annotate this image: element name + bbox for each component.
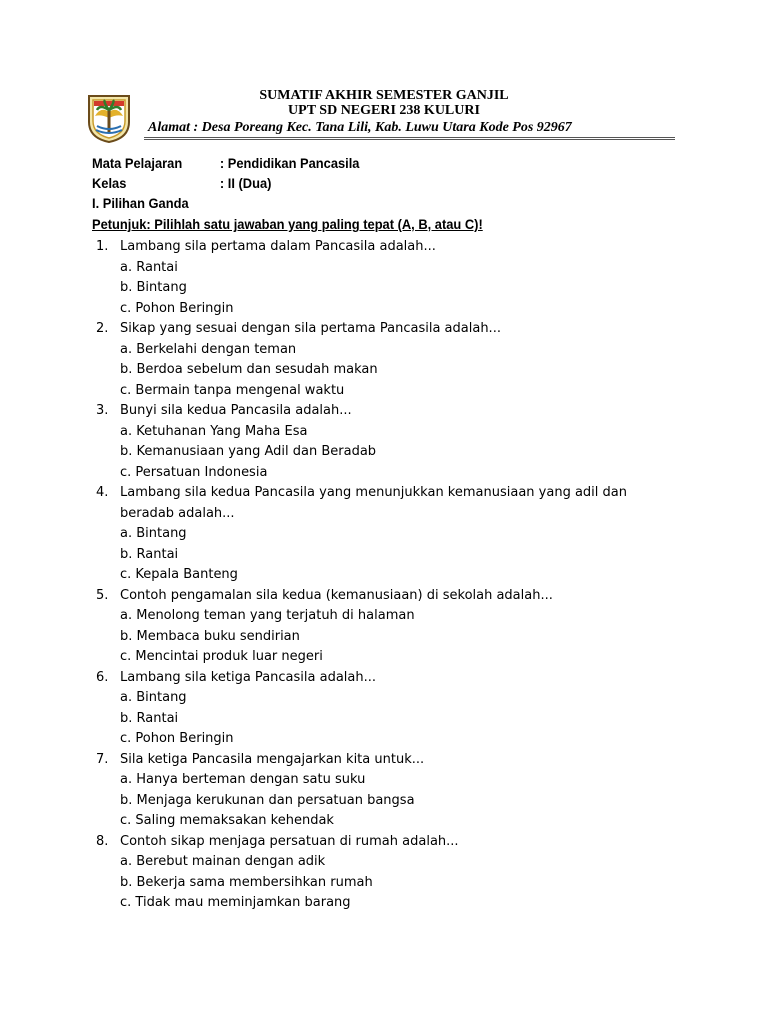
question-item: [96, 750, 696, 771]
answer-option: a. Berebut mainan dengan adik: [120, 854, 326, 869]
answer-option: a. Bintang: [120, 526, 187, 541]
question-number: 4.: [96, 485, 109, 500]
answer-option: c. Pohon Beringin: [120, 731, 234, 746]
document-header: [0, 0, 768, 145]
question-list: [96, 237, 696, 914]
question-item: [96, 832, 696, 853]
question-item: [96, 668, 696, 689]
question-number: 8.: [96, 833, 109, 849]
answer-option: a. Hanya berteman dengan satu suku: [120, 772, 366, 787]
answer-option: b. Kemanusiaan yang Adil dan Beradab: [120, 444, 377, 459]
answer-option: c. Bermain tanpa mengenal waktu: [120, 382, 345, 398]
question-text: Lambang sila ketiga Pancasila adalah...: [120, 669, 377, 685]
question-number: 7.: [96, 751, 109, 767]
answer-option: a. Bintang: [120, 690, 187, 705]
answer-option: c. Mencintai produk luar negeri: [120, 649, 323, 664]
answer-option: c. Pohon Beringin: [120, 300, 234, 316]
answer-option: b. Membaca buku sendirian: [120, 628, 300, 644]
section-heading: I. Pilihan Ganda: [92, 195, 189, 211]
school-address: Alamat : Desa Poreang Kec. Tana Lili, Kab. Luwu Utara Kode Pos 92967: [148, 120, 572, 135]
answer-option: b. Rantai: [120, 710, 179, 726]
question-text: Sila ketiga Pancasila mengajarkan kita untuk...: [120, 751, 425, 767]
question-number: 1.: [96, 239, 109, 254]
question-item: [96, 586, 696, 607]
answer-option: a. Berkelahi dengan teman: [120, 341, 297, 357]
header-divider: [144, 137, 675, 140]
answer-option: c. Tidak mau meminjamkan barang: [120, 895, 351, 910]
question-text: Sikap yang sesuai dengan sila pertama Pancasila adalah...: [120, 321, 501, 336]
answer-option: a. Rantai: [120, 259, 178, 275]
question-text: Lambang sila kedua Pancasila yang menunjukkan kemanusiaan yang adil dan beradab adalah...: [120, 485, 627, 521]
question-text: Contoh pengamalan sila kedua (kemanusiaan) di sekolah adalah...: [120, 587, 553, 603]
question-number: 3.: [96, 403, 109, 418]
answer-option: b. Menjaga kerukunan dan persatuan bangsa: [120, 792, 415, 808]
subject-row: [92, 155, 359, 171]
subject-value: : Pendidikan Pancasila: [219, 155, 360, 171]
answer-option: a. Ketuhanan Yang Maha Esa: [120, 423, 308, 439]
subject-label: Mata Pelajaran: [92, 155, 183, 171]
exam-title: SUMATIF AKHIR SEMESTER GANJIL: [259, 88, 509, 103]
answer-option: c. Persatuan Indonesia: [120, 464, 268, 480]
question-text: Bunyi sila kedua Pancasila adalah...: [120, 403, 352, 418]
answer-option: b. Rantai: [120, 546, 179, 562]
instruction-text: Petunjuk: Pilihlah satu jawaban yang paling tepat (A, B, atau C)!: [92, 216, 483, 232]
answer-option: b. Bintang: [120, 280, 187, 295]
question-text: Lambang sila pertama dalam Pancasila adalah...: [120, 239, 436, 254]
answer-option: b. Bekerja sama membersihkan rumah: [120, 874, 373, 890]
question-item: [96, 401, 696, 422]
class-row: [92, 175, 271, 191]
class-label: Kelas: [92, 175, 127, 191]
class-value: : II (Dua): [219, 175, 272, 191]
question-item: [96, 483, 696, 524]
question-item: [96, 237, 696, 258]
question-number: 2.: [96, 321, 109, 336]
question-number: 5.: [96, 587, 109, 603]
answer-option: c. Saling memaksakan kehendak: [120, 813, 334, 828]
question-number: 6.: [96, 669, 109, 685]
school-name: UPT SD NEGERI 238 KULURI: [288, 103, 480, 118]
question-item: [96, 319, 696, 340]
answer-option: b. Berdoa sebelum dan sesudah makan: [120, 362, 378, 377]
answer-option: c. Kepala Banteng: [120, 567, 238, 582]
answer-option: a. Menolong teman yang terjatuh di halaman: [120, 608, 415, 623]
question-text: Contoh sikap menjaga persatuan di rumah adalah...: [120, 833, 459, 849]
